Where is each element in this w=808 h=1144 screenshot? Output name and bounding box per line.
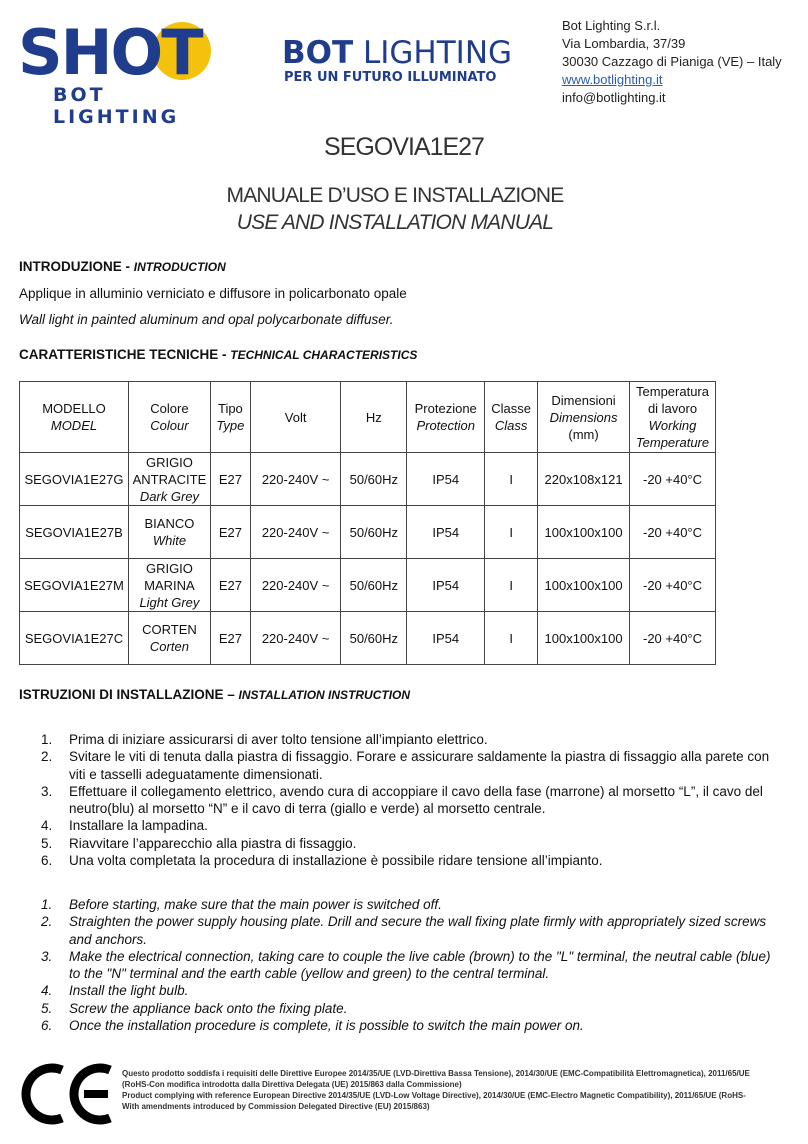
cell-hz: 50/60Hz [341, 612, 407, 665]
cell-class: I [485, 453, 538, 506]
cell-temperature: -20 +40°C [630, 559, 716, 612]
cell-temperature: -20 +40°C [630, 453, 716, 506]
col-colour: Colore Colour [128, 382, 210, 453]
cell-volt: 220-240V ~ [250, 612, 341, 665]
manual-subtitle: USE AND INSTALLATION MANUAL [236, 211, 554, 234]
tech-heading-en: TECHNICAL CHARACTERISTICS [230, 348, 418, 362]
cell-class: I [485, 612, 538, 665]
manual-title: MANUALE D’USO E INSTALLAZIONE [226, 184, 564, 207]
list-item: 5. Riavvitare l’apparecchio alla piastra di fissaggio. [41, 835, 357, 851]
col-protection: Protezione Protection [407, 382, 485, 453]
cell-colour: BIANCO White [128, 506, 210, 559]
cell-class: I [485, 559, 538, 612]
intro-heading [19, 259, 226, 274]
cell-type: E27 [210, 506, 250, 559]
tech-heading [19, 347, 417, 362]
col-dimensions: Dimensioni Dimensions (mm) [538, 382, 630, 453]
company-name: Bot Lighting S.r.l. [562, 18, 661, 33]
table-row [20, 559, 716, 612]
cell-dimensions: 100x100x100 [538, 612, 630, 665]
install-steps-it [19, 731, 779, 869]
company-street: Via Lombardia, 37/39 [562, 36, 686, 51]
col-model: MODELLO MODEL [20, 382, 129, 453]
cell-hz: 50/60Hz [341, 506, 407, 559]
bot-lighting-title [282, 36, 512, 70]
bot-lighting-logo [282, 36, 512, 96]
list-item: 2. Svitare le viti di tenuta dalla piastra di fissaggio. Forare e assicurare saldamente la piastra di fissaggio alla parete con viti e tasselli adeguatamente dimensionati. [41, 749, 770, 782]
list-item: 4. Installare la lampadina. [41, 818, 208, 834]
ce-mark-icon [20, 1062, 116, 1126]
company-city: 30030 Cazzago di Pianiga (VE) – Italy [562, 54, 782, 69]
install-heading-it: ISTRUZIONI DI INSTALLAZIONE – [19, 687, 239, 702]
cell-model: SEGOVIA1E27C [20, 612, 129, 665]
intro-text-en: Wall light in painted aluminum and opal polycarbonate diffuser. [19, 312, 394, 327]
shot-logo [18, 16, 234, 128]
cell-volt: 220-240V ~ [250, 559, 341, 612]
col-class: Classe Class [485, 382, 538, 453]
model-title: SEGOVIA1E27 [324, 133, 484, 161]
cell-dimensions: 100x100x100 [538, 559, 630, 612]
install-heading [19, 687, 410, 702]
cell-temperature: -20 +40°C [630, 612, 716, 665]
list-item: 6. Once the installation procedure is complete, it is possible to switch the main power on. [41, 1018, 584, 1034]
compliance-note [122, 1068, 762, 1112]
intro-heading-en: INTRODUCTION [133, 260, 226, 274]
company-address [562, 17, 782, 107]
cell-hz: 50/60Hz [341, 453, 407, 506]
cell-protection: IP54 [407, 612, 485, 665]
cell-dimensions: 220x108x121 [538, 453, 630, 506]
table-header-row [20, 382, 716, 453]
install-heading-en: INSTALLATION INSTRUCTION [238, 688, 411, 702]
col-type: Tipo Type [210, 382, 250, 453]
col-hz: Hz [341, 382, 407, 453]
cell-type: E27 [210, 559, 250, 612]
cell-colour: CORTEN Corten [128, 612, 210, 665]
cell-type: E27 [210, 453, 250, 506]
cell-protection: IP54 [407, 559, 485, 612]
cell-colour: GRIGIO MARINA Light Grey [128, 559, 210, 612]
cell-model: SEGOVIA1E27M [20, 559, 129, 612]
cell-class: I [485, 506, 538, 559]
col-temperature: Temperatura di lavoro Working Temperature [630, 382, 716, 453]
list-item: 3. Make the electrical connection, taking care to couple the live cable (brown) to the "L" terminal, the neutral cable (blue) to the "N" terminal and the earth cable (yellow and green) to the central terminal. [41, 948, 771, 982]
cell-volt: 220-240V ~ [250, 453, 341, 506]
bot-title-rest: LIGHTING [353, 35, 513, 71]
col-volt: Volt [250, 382, 341, 453]
cell-model: SEGOVIA1E27G [20, 453, 129, 506]
list-item: 4. Install the light bulb. [41, 983, 189, 999]
intro-heading-it: INTRODUZIONE - [19, 259, 134, 274]
list-item: 3. Effettuare il collegamento elettrico, avendo cura di accoppiare il cavo della fase (marrone) al morsetto “L”, il cavo del neutro(blu) al morsetto “N” e il cavo di terra (giallo e verde) al morsetto centrale. [41, 783, 763, 817]
table-row [20, 453, 716, 506]
shot-logo-subtitle: BOT LIGHTING [53, 84, 180, 128]
install-steps-en [19, 896, 779, 1034]
list-item: 1. Before starting, make sure that the main power is switched off. [41, 897, 442, 912]
cell-protection: IP54 [407, 453, 485, 506]
compliance-text-en: Product complying with reference European Directive 2014/35/UE (LVD-Low Voltage Directive), 2014/30/UE (EMC-Electro Magnetic Compatibility), 2011/65/UE (RoHS-With amendments introduced by Commission Delegated Directive (EU) 2015/863) [122, 1091, 746, 1111]
cell-temperature: -20 +40°C [630, 506, 716, 559]
cell-model: SEGOVIA1E27B [20, 506, 129, 559]
cell-dimensions: 100x100x100 [538, 506, 630, 559]
list-item: 2. Straighten the power supply housing plate. Drill and secure the wall fixing plate firmly with appropriately sized screws and anchors. [41, 914, 767, 947]
spec-table [19, 381, 716, 665]
list-item: 6. Una volta completata la procedura di installazione è possibile ridare tensione all’impianto. [41, 853, 603, 869]
bot-title-bold: BOT [282, 35, 354, 71]
company-website-link[interactable]: www.botlighting.it [562, 72, 663, 87]
cell-type: E27 [210, 612, 250, 665]
intro-text-it: Applique in alluminio verniciato e diffusore in policarbonato opale [19, 286, 407, 301]
cell-protection: IP54 [407, 506, 485, 559]
list-item: 1. Prima di iniziare assicurarsi di aver tolto tensione all’impianto elettrico. [41, 732, 488, 747]
company-email: info@botlighting.it [562, 90, 666, 105]
bot-lighting-tagline: PER UN FUTURO ILLUMINATO [284, 70, 497, 85]
table-row [20, 612, 716, 665]
list-item: 5. Screw the appliance back onto the fixing plate. [41, 1000, 348, 1016]
tech-heading-it: CARATTERISTICHE TECNICHE - [19, 347, 231, 362]
cell-colour: GRIGIO ANTRACITE Dark Grey [128, 453, 210, 506]
table-row [20, 506, 716, 559]
cell-volt: 220-240V ~ [250, 506, 341, 559]
cell-hz: 50/60Hz [341, 559, 407, 612]
shot-logo-word: SHOT [18, 16, 202, 89]
compliance-text-it: Questo prodotto soddisfa i requisiti delle Direttive Europee 2014/35/UE (LVD-Direttiva Bassa Tensione), 2014/30/UE (EMC-Compatibilità Elettromagnetica), 2011/65/UE (RoHS-Con modifica introdotta dalla Direttiva Delegata (UE) 2015/863 dalla Commissione) [122, 1069, 750, 1089]
